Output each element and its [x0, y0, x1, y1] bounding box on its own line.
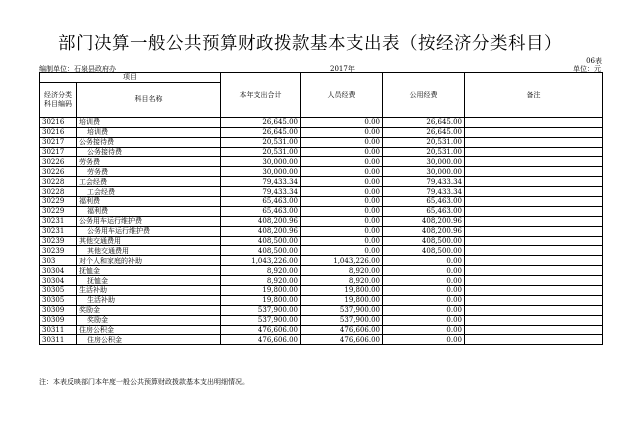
public-cell: 0.00 — [383, 335, 465, 345]
name-cell: 奖励金 — [77, 315, 221, 325]
personnel-cell: 476,606.00 — [301, 325, 383, 335]
personnel-cell: 0.00 — [301, 127, 383, 137]
personnel-cell: 537,900.00 — [301, 315, 383, 325]
name-cell: 住房公积金 — [77, 325, 221, 335]
total-cell: 65,463.00 — [221, 197, 301, 207]
total-cell: 26,645.00 — [221, 127, 301, 137]
code-cell: 30239 — [40, 236, 77, 246]
remark-cell — [465, 246, 603, 256]
public-cell: 20,531.00 — [383, 147, 465, 157]
total-cell: 8,920.00 — [221, 266, 301, 276]
public-cell: 0.00 — [383, 325, 465, 335]
code-cell: 30231 — [40, 216, 77, 226]
table-row — [40, 286, 603, 296]
unit-label: 编制单位：石泉县政府办 — [39, 65, 116, 73]
personnel-cell: 0.00 — [301, 197, 383, 207]
table-row — [40, 157, 603, 167]
name-cell: 培训费 — [77, 127, 221, 137]
table-row — [40, 177, 603, 187]
personnel-cell: 476,606.00 — [301, 335, 383, 345]
table-row — [40, 197, 603, 207]
name-cell: 住房公积金 — [77, 335, 221, 345]
total-cell: 26,645.00 — [221, 117, 301, 127]
code-cell: 30226 — [40, 157, 77, 167]
personnel-cell: 19,800.00 — [301, 295, 383, 305]
header-project: 项目 — [40, 73, 221, 83]
public-cell: 408,200.96 — [383, 216, 465, 226]
currency-label: 单位：元 — [573, 65, 601, 73]
public-cell: 30,000.00 — [383, 157, 465, 167]
code-cell: 30305 — [40, 286, 77, 296]
name-cell: 公务接待费 — [77, 147, 221, 157]
public-cell: 408,500.00 — [383, 236, 465, 246]
total-cell: 476,606.00 — [221, 325, 301, 335]
name-cell: 其他交通费用 — [77, 236, 221, 246]
total-cell: 408,500.00 — [221, 236, 301, 246]
remark-cell — [465, 117, 603, 127]
remark-cell — [465, 177, 603, 187]
table-row — [40, 315, 603, 325]
code-cell: 30305 — [40, 295, 77, 305]
code-cell: 30226 — [40, 167, 77, 177]
personnel-cell: 0.00 — [301, 236, 383, 246]
total-cell: 79,433.34 — [221, 187, 301, 197]
public-cell: 408,500.00 — [383, 246, 465, 256]
public-cell: 20,531.00 — [383, 137, 465, 147]
personnel-cell: 0.00 — [301, 226, 383, 236]
expenditure-table — [39, 72, 603, 345]
total-cell: 79,433.34 — [221, 177, 301, 187]
table-row — [40, 305, 603, 315]
name-cell: 工会经费 — [77, 177, 221, 187]
remark-cell — [465, 127, 603, 137]
table-row — [40, 236, 603, 246]
name-cell: 抚恤金 — [77, 276, 221, 286]
total-cell: 19,800.00 — [221, 295, 301, 305]
personnel-cell: 0.00 — [301, 206, 383, 216]
public-cell: 0.00 — [383, 305, 465, 315]
name-cell: 劳务费 — [77, 157, 221, 167]
table-row — [40, 246, 603, 256]
code-cell: 30304 — [40, 276, 77, 286]
remark-cell — [465, 197, 603, 207]
public-cell: 0.00 — [383, 286, 465, 296]
remark-cell — [465, 147, 603, 157]
public-cell: 0.00 — [383, 256, 465, 266]
personnel-cell: 1,043,226.00 — [301, 256, 383, 266]
total-cell: 65,463.00 — [221, 206, 301, 216]
personnel-cell: 0.00 — [301, 216, 383, 226]
header-personnel: 人员经费 — [301, 73, 383, 118]
name-cell: 劳务费 — [77, 167, 221, 177]
remark-cell — [465, 226, 603, 236]
personnel-cell: 0.00 — [301, 167, 383, 177]
public-cell: 26,645.00 — [383, 117, 465, 127]
public-cell: 79,433.34 — [383, 187, 465, 197]
personnel-cell: 0.00 — [301, 187, 383, 197]
code-cell: 30216 — [40, 127, 77, 137]
personnel-cell: 8,920.00 — [301, 276, 383, 286]
name-cell: 其他交通费用 — [77, 246, 221, 256]
name-cell: 培训费 — [77, 117, 221, 127]
name-cell: 生活补助 — [77, 286, 221, 296]
remark-cell — [465, 187, 603, 197]
remark-cell — [465, 157, 603, 167]
table-row — [40, 266, 603, 276]
table-row — [40, 127, 603, 137]
personnel-cell: 0.00 — [301, 117, 383, 127]
name-cell: 生活补助 — [77, 295, 221, 305]
code-cell: 30304 — [40, 266, 77, 276]
name-cell: 工会经费 — [77, 187, 221, 197]
table-row — [40, 137, 603, 147]
personnel-cell: 0.00 — [301, 137, 383, 147]
code-cell: 30217 — [40, 147, 77, 157]
public-cell: 0.00 — [383, 315, 465, 325]
code-cell: 30216 — [40, 117, 77, 127]
public-cell: 0.00 — [383, 266, 465, 276]
code-cell: 30231 — [40, 226, 77, 236]
header-code: 经济分类科目编码 — [40, 82, 77, 117]
remark-cell — [465, 315, 603, 325]
total-cell: 20,531.00 — [221, 147, 301, 157]
table-row — [40, 216, 603, 226]
name-cell: 抚恤金 — [77, 266, 221, 276]
table-row — [40, 147, 603, 157]
total-cell: 1,043,226.00 — [221, 256, 301, 266]
personnel-cell: 0.00 — [301, 177, 383, 187]
name-cell: 对个人和家庭的补助 — [77, 256, 221, 266]
year-label: 2017年 — [330, 65, 355, 73]
remark-cell — [465, 137, 603, 147]
total-cell: 408,500.00 — [221, 246, 301, 256]
remark-cell — [465, 276, 603, 286]
personnel-cell: 537,900.00 — [301, 305, 383, 315]
table-row — [40, 187, 603, 197]
code-cell: 30228 — [40, 187, 77, 197]
name-cell: 奖励金 — [77, 305, 221, 315]
page-title: 部门决算一般公共预算财政拨款基本支出表（按经济分类科目） — [58, 34, 562, 54]
name-cell: 公务用车运行维护费 — [77, 226, 221, 236]
public-cell: 79,433.34 — [383, 177, 465, 187]
public-cell: 408,200.96 — [383, 226, 465, 236]
total-cell: 476,606.00 — [221, 335, 301, 345]
total-cell: 19,800.00 — [221, 286, 301, 296]
total-cell: 408,200.96 — [221, 226, 301, 236]
name-cell: 公务接待费 — [77, 137, 221, 147]
header-name: 科目名称 — [77, 82, 221, 117]
total-cell: 537,900.00 — [221, 305, 301, 315]
public-cell: 0.00 — [383, 276, 465, 286]
public-cell: 65,463.00 — [383, 197, 465, 207]
form-number: 06表 — [586, 57, 602, 65]
total-cell: 8,920.00 — [221, 276, 301, 286]
personnel-cell: 0.00 — [301, 147, 383, 157]
total-cell: 537,900.00 — [221, 315, 301, 325]
public-cell: 0.00 — [383, 295, 465, 305]
public-cell: 65,463.00 — [383, 206, 465, 216]
code-cell: 303 — [40, 256, 77, 266]
remark-cell — [465, 216, 603, 226]
remark-cell — [465, 236, 603, 246]
total-cell: 20,531.00 — [221, 137, 301, 147]
total-cell: 30,000.00 — [221, 167, 301, 177]
code-cell: 30311 — [40, 325, 77, 335]
personnel-cell: 19,800.00 — [301, 286, 383, 296]
personnel-cell: 0.00 — [301, 157, 383, 167]
table-row — [40, 117, 603, 127]
code-cell: 30309 — [40, 315, 77, 325]
total-cell: 408,200.96 — [221, 216, 301, 226]
personnel-cell: 0.00 — [301, 246, 383, 256]
remark-cell — [465, 295, 603, 305]
table-row — [40, 167, 603, 177]
remark-cell — [465, 335, 603, 345]
name-cell: 福利费 — [77, 197, 221, 207]
code-cell: 30239 — [40, 246, 77, 256]
name-cell: 福利费 — [77, 206, 221, 216]
code-cell: 30311 — [40, 335, 77, 345]
code-cell: 30217 — [40, 137, 77, 147]
table-row — [40, 206, 603, 216]
table-row — [40, 226, 603, 236]
table-row — [40, 325, 603, 335]
table-row — [40, 256, 603, 266]
remark-cell — [465, 325, 603, 335]
public-cell: 26,645.00 — [383, 127, 465, 137]
public-cell: 30,000.00 — [383, 167, 465, 177]
remark-cell — [465, 286, 603, 296]
code-cell: 30229 — [40, 206, 77, 216]
remark-cell — [465, 266, 603, 276]
code-cell: 30228 — [40, 177, 77, 187]
personnel-cell: 8,920.00 — [301, 266, 383, 276]
name-cell: 公务用车运行维护费 — [77, 216, 221, 226]
remark-cell — [465, 167, 603, 177]
total-cell: 30,000.00 — [221, 157, 301, 167]
table-row — [40, 335, 603, 345]
table-row — [40, 276, 603, 286]
table-row — [40, 295, 603, 305]
code-cell: 30309 — [40, 305, 77, 315]
remark-cell — [465, 305, 603, 315]
header-total: 本年支出合计 — [221, 73, 301, 118]
footnote: 注：本表反映部门本年度一般公共预算财政拨款基本支出明细情况。 — [39, 378, 249, 386]
remark-cell — [465, 256, 603, 266]
remark-cell — [465, 206, 603, 216]
header-public: 公用经费 — [383, 73, 465, 118]
header-remark: 备注 — [465, 73, 603, 118]
code-cell: 30229 — [40, 197, 77, 207]
